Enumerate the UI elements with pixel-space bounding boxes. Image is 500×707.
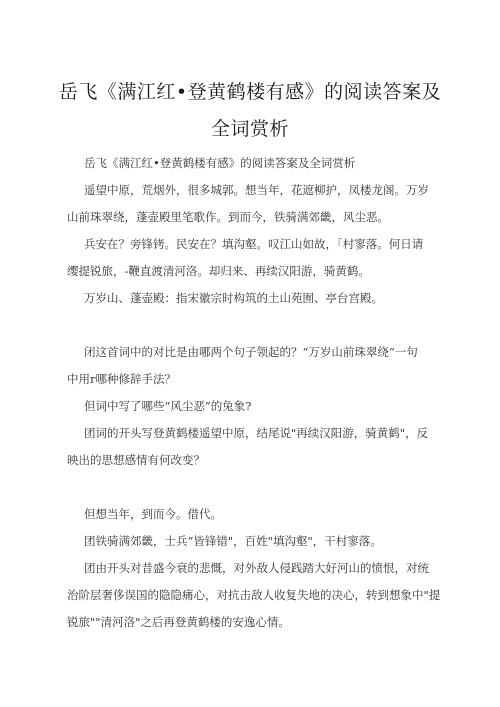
doc-title-line-2: 全词赏析 [210,118,289,140]
answer-2: 团铁骑满郊畿，士兵“皆锋错"，百姓"填沟壑"，干村寥落。 [84,534,382,548]
poem-note: 万岁山、蓬壶殿：指宋徽宗时构筑的土山苑囿、亭台宫殿。 [84,291,383,305]
poem-line-2b: 缨提锐旅，-鞭直渡清河洛。却归来、再续汉阳游，骑黄鹤。 [67,264,370,278]
question-2: 但词中写了哪些“风尘恶”的兔象? [84,399,252,413]
answer-3b: 治阶层奢侈误国的隐隐痛心，对抗击敌人收复失地的决心，转到想象中"提 [67,588,441,602]
question-1b: 中用r哪种修辞手法？ [67,372,176,386]
poem-line-1b: 山前珠翠绕，蓬壶殿里笔歌作。到而今，铁骑满郊畿，风尘恶。 [67,210,389,224]
question-3b: 映出的思想感情有何改变？ [67,453,205,467]
poem-line-1a: 遥望中原，荒烟外，很多城郭。想当年，花遮柳护，凤楼龙阁。万岁 [84,183,429,197]
answer-3c: 锐旅""清河洛"之后再登黄鹤楼的安逸心情。 [67,615,290,629]
answer-3a: 团由开头对昔盛今衰的悲慨，对外敌人侵践踏大好河山的愤恨，对统 [84,561,429,575]
answer-1: 但想当年，到而今。借代。 [84,507,222,521]
question-1a: 闭这首词中的对比是由哪两个句子领起的？“万岁山前珠翠绕“一句 [84,345,418,359]
poem-line-2a: 兵安在？旁锋铐。民安在？填沟壑。叹江山如故，「村寥落。何日请 [84,237,424,251]
doc-title-line-1: 岳飞《满江红•登黄鹤楼有感》的阅读答案及 [58,81,442,103]
question-3a: 团词的开头写登黄鹤楼遥望中原，结尾说"再续汉阳游，骑黄鹤"，反 [84,426,429,440]
subtitle: 岳飞《满江红•登黄鹤楼有感》的阅读答案及全词赏析 [84,156,356,170]
